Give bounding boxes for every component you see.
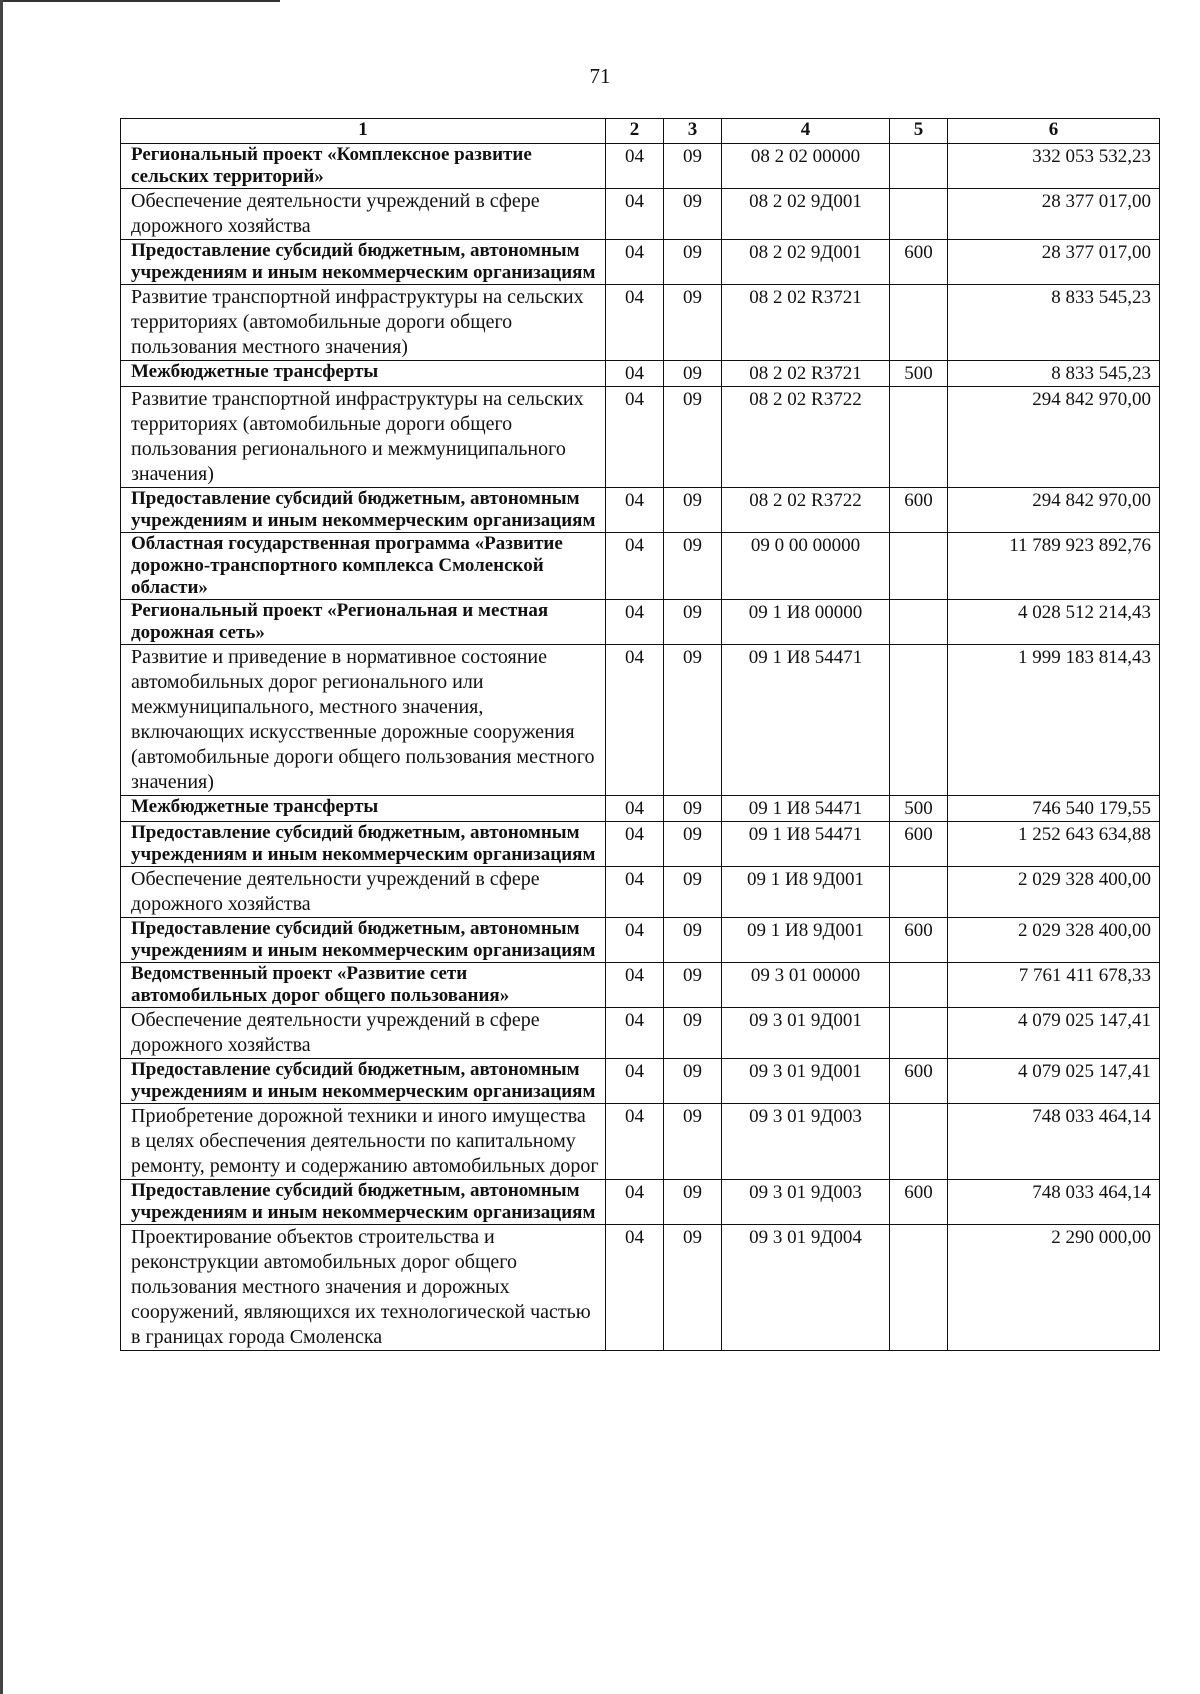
- table-row: [121, 796, 1160, 822]
- row-target-code: 08 2 02 R3721: [722, 285, 890, 361]
- row-amount: 748 033 464,14: [948, 1104, 1160, 1180]
- header-col-4: 4: [722, 119, 890, 144]
- row-expense-type: [890, 189, 948, 240]
- row-target-code: 09 1 И8 54471: [722, 796, 890, 822]
- scan-border-left: [0, 0, 3, 1694]
- table-row: [121, 963, 1160, 1008]
- scan-border-top: [0, 0, 280, 2]
- row-expense-type: [890, 1104, 948, 1180]
- table-row: [121, 600, 1160, 645]
- row-section: 04: [606, 822, 664, 867]
- row-target-code: 09 0 00 00000: [722, 533, 890, 600]
- row-subsection: 09: [664, 1104, 722, 1180]
- row-expense-type: [890, 1225, 948, 1351]
- row-subsection: 09: [664, 600, 722, 645]
- row-target-code: 09 1 И8 54471: [722, 822, 890, 867]
- row-section: 04: [606, 963, 664, 1008]
- row-target-code: 09 3 01 9Д001: [722, 1008, 890, 1059]
- row-section: 04: [606, 918, 664, 963]
- row-target-code: 08 2 02 R3722: [722, 488, 890, 533]
- row-section: 04: [606, 144, 664, 189]
- row-expense-type: [890, 285, 948, 361]
- row-subsection: 09: [664, 867, 722, 918]
- row-subsection: 09: [664, 796, 722, 822]
- row-expense-type: 600: [890, 240, 948, 285]
- row-section: 04: [606, 1008, 664, 1059]
- row-target-code: 09 1 И8 9Д001: [722, 867, 890, 918]
- row-amount: 2 029 328 400,00: [948, 867, 1160, 918]
- header-col-2: 2: [606, 119, 664, 144]
- row-target-code: 09 3 01 9Д001: [722, 1059, 890, 1104]
- row-name: Предоставление субсидий бюджетным, автономным учреждениям и иным некоммерческим организациям: [121, 918, 606, 963]
- row-amount: 294 842 970,00: [948, 387, 1160, 488]
- row-section: 04: [606, 1180, 664, 1225]
- row-name: Региональный проект «Региональная и местная дорожная сеть»: [121, 600, 606, 645]
- row-amount: 748 033 464,14: [948, 1180, 1160, 1225]
- row-target-code: 08 2 02 R3722: [722, 387, 890, 488]
- row-section: 04: [606, 533, 664, 600]
- row-name: Развитие и приведение в нормативное состояние автомобильных дорог регионального или межмуниципального, местного значения, включающих искусственные дорожные сооружения (автомобильные дороги общего пользования местного значения): [121, 645, 606, 796]
- row-section: 04: [606, 867, 664, 918]
- row-name: Ведомственный проект «Развитие сети автомобильных дорог общего пользования»: [121, 963, 606, 1008]
- row-name: Предоставление субсидий бюджетным, автономным учреждениям и иным некоммерческим организациям: [121, 1059, 606, 1104]
- table-row: [121, 361, 1160, 387]
- row-target-code: 09 3 01 00000: [722, 963, 890, 1008]
- row-subsection: 09: [664, 918, 722, 963]
- row-expense-type: [890, 387, 948, 488]
- table-row: [121, 285, 1160, 361]
- row-name: Приобретение дорожной техники и иного имущества в целях обеспечения деятельности по капитальному ремонту, ремонту и содержанию автомобильных дорог: [121, 1104, 606, 1180]
- table-row: [121, 1059, 1160, 1104]
- row-target-code: 09 1 И8 9Д001: [722, 918, 890, 963]
- row-name: Межбюджетные трансферты: [121, 361, 606, 387]
- row-amount: 332 053 532,23: [948, 144, 1160, 189]
- row-section: 04: [606, 796, 664, 822]
- row-name: Развитие транспортной инфраструктуры на сельских территориях (автомобильные дороги общего пользования регионального и межмуниципального значения): [121, 387, 606, 488]
- row-amount: 746 540 179,55: [948, 796, 1160, 822]
- row-name: Предоставление субсидий бюджетным, автономным учреждениям и иным некоммерческим организациям: [121, 240, 606, 285]
- row-section: 04: [606, 361, 664, 387]
- row-subsection: 09: [664, 963, 722, 1008]
- row-amount: 4 079 025 147,41: [948, 1059, 1160, 1104]
- row-expense-type: [890, 867, 948, 918]
- row-name: Обеспечение деятельности учреждений в сфере дорожного хозяйства: [121, 1008, 606, 1059]
- row-name: Межбюджетные трансферты: [121, 796, 606, 822]
- table-row: [121, 918, 1160, 963]
- row-expense-type: [890, 645, 948, 796]
- row-section: 04: [606, 645, 664, 796]
- row-amount: 11 789 923 892,76: [948, 533, 1160, 600]
- row-subsection: 09: [664, 822, 722, 867]
- row-name: Предоставление субсидий бюджетным, автономным учреждениям и иным некоммерческим организациям: [121, 822, 606, 867]
- row-target-code: 08 2 02 00000: [722, 144, 890, 189]
- row-amount: 1 252 643 634,88: [948, 822, 1160, 867]
- row-expense-type: 600: [890, 822, 948, 867]
- row-target-code: 08 2 02 R3721: [722, 361, 890, 387]
- row-amount: 4 028 512 214,43: [948, 600, 1160, 645]
- row-target-code: 09 3 01 9Д003: [722, 1180, 890, 1225]
- row-expense-type: [890, 600, 948, 645]
- row-subsection: 09: [664, 387, 722, 488]
- row-amount: 2 290 000,00: [948, 1225, 1160, 1351]
- row-subsection: 09: [664, 1008, 722, 1059]
- page-number: 71: [589, 64, 611, 88]
- row-section: 04: [606, 1059, 664, 1104]
- row-name: Предоставление субсидий бюджетным, автономным учреждениям и иным некоммерческим организациям: [121, 1180, 606, 1225]
- table-row: [121, 533, 1160, 600]
- row-subsection: 09: [664, 361, 722, 387]
- table-row: [121, 1104, 1160, 1180]
- row-target-code: 09 3 01 9Д003: [722, 1104, 890, 1180]
- row-expense-type: [890, 144, 948, 189]
- row-section: 04: [606, 240, 664, 285]
- table-header-row: [121, 119, 1160, 144]
- row-amount: 28 377 017,00: [948, 240, 1160, 285]
- table-row: [121, 867, 1160, 918]
- row-amount: 28 377 017,00: [948, 189, 1160, 240]
- row-subsection: 09: [664, 189, 722, 240]
- row-expense-type: [890, 1008, 948, 1059]
- row-expense-type: 500: [890, 361, 948, 387]
- row-subsection: 09: [664, 533, 722, 600]
- row-expense-type: 600: [890, 488, 948, 533]
- row-expense-type: 600: [890, 1059, 948, 1104]
- row-subsection: 09: [664, 240, 722, 285]
- table-row: [121, 645, 1160, 796]
- row-section: 04: [606, 189, 664, 240]
- row-name: Региональный проект «Комплексное развитие сельских территорий»: [121, 144, 606, 189]
- row-target-code: 08 2 02 9Д001: [722, 240, 890, 285]
- row-target-code: 08 2 02 9Д001: [722, 189, 890, 240]
- row-amount: 294 842 970,00: [948, 488, 1160, 533]
- row-name: Обеспечение деятельности учреждений в сфере дорожного хозяйства: [121, 867, 606, 918]
- table-row: [121, 240, 1160, 285]
- row-section: 04: [606, 1104, 664, 1180]
- row-subsection: 09: [664, 645, 722, 796]
- header-col-6: 6: [948, 119, 1160, 144]
- header-col-5: 5: [890, 119, 948, 144]
- row-target-code: 09 3 01 9Д004: [722, 1225, 890, 1351]
- table-row: [121, 387, 1160, 488]
- row-section: 04: [606, 600, 664, 645]
- table-row: [121, 1008, 1160, 1059]
- row-name: Проектирование объектов строительства и реконструкции автомобильных дорог общего пользования местного значения и дорожных сооружений, являющихся их технологической частью в границах города Смоленска: [121, 1225, 606, 1351]
- row-expense-type: [890, 533, 948, 600]
- row-section: 04: [606, 488, 664, 533]
- row-subsection: 09: [664, 488, 722, 533]
- row-expense-type: 600: [890, 918, 948, 963]
- row-name: Предоставление субсидий бюджетным, автономным учреждениям и иным некоммерческим организациям: [121, 488, 606, 533]
- header-col-3: 3: [664, 119, 722, 144]
- row-name: Обеспечение деятельности учреждений в сфере дорожного хозяйства: [121, 189, 606, 240]
- row-subsection: 09: [664, 1180, 722, 1225]
- row-section: 04: [606, 285, 664, 361]
- row-amount: 2 029 328 400,00: [948, 918, 1160, 963]
- row-amount: 4 079 025 147,41: [948, 1008, 1160, 1059]
- budget-table: [120, 118, 1160, 1351]
- row-amount: 7 761 411 678,33: [948, 963, 1160, 1008]
- table-row: [121, 189, 1160, 240]
- row-amount: 1 999 183 814,43: [948, 645, 1160, 796]
- row-subsection: 09: [664, 1059, 722, 1104]
- table-row: [121, 822, 1160, 867]
- row-expense-type: 600: [890, 1180, 948, 1225]
- table-row: [121, 1180, 1160, 1225]
- row-subsection: 09: [664, 285, 722, 361]
- row-name: Развитие транспортной инфраструктуры на сельских территориях (автомобильные дороги общего пользования местного значения): [121, 285, 606, 361]
- table-row: [121, 488, 1160, 533]
- table-row: [121, 1225, 1160, 1351]
- row-section: 04: [606, 1225, 664, 1351]
- row-amount: 8 833 545,23: [948, 285, 1160, 361]
- header-col-1: 1: [121, 119, 606, 144]
- row-expense-type: [890, 963, 948, 1008]
- row-section: 04: [606, 387, 664, 488]
- row-subsection: 09: [664, 144, 722, 189]
- row-target-code: 09 1 И8 00000: [722, 600, 890, 645]
- row-subsection: 09: [664, 1225, 722, 1351]
- row-target-code: 09 1 И8 54471: [722, 645, 890, 796]
- row-expense-type: 500: [890, 796, 948, 822]
- row-name: Областная государственная программа «Развитие дорожно-транспортного комплекса Смоленской области»: [121, 533, 606, 600]
- table-row: [121, 144, 1160, 189]
- row-amount: 8 833 545,23: [948, 361, 1160, 387]
